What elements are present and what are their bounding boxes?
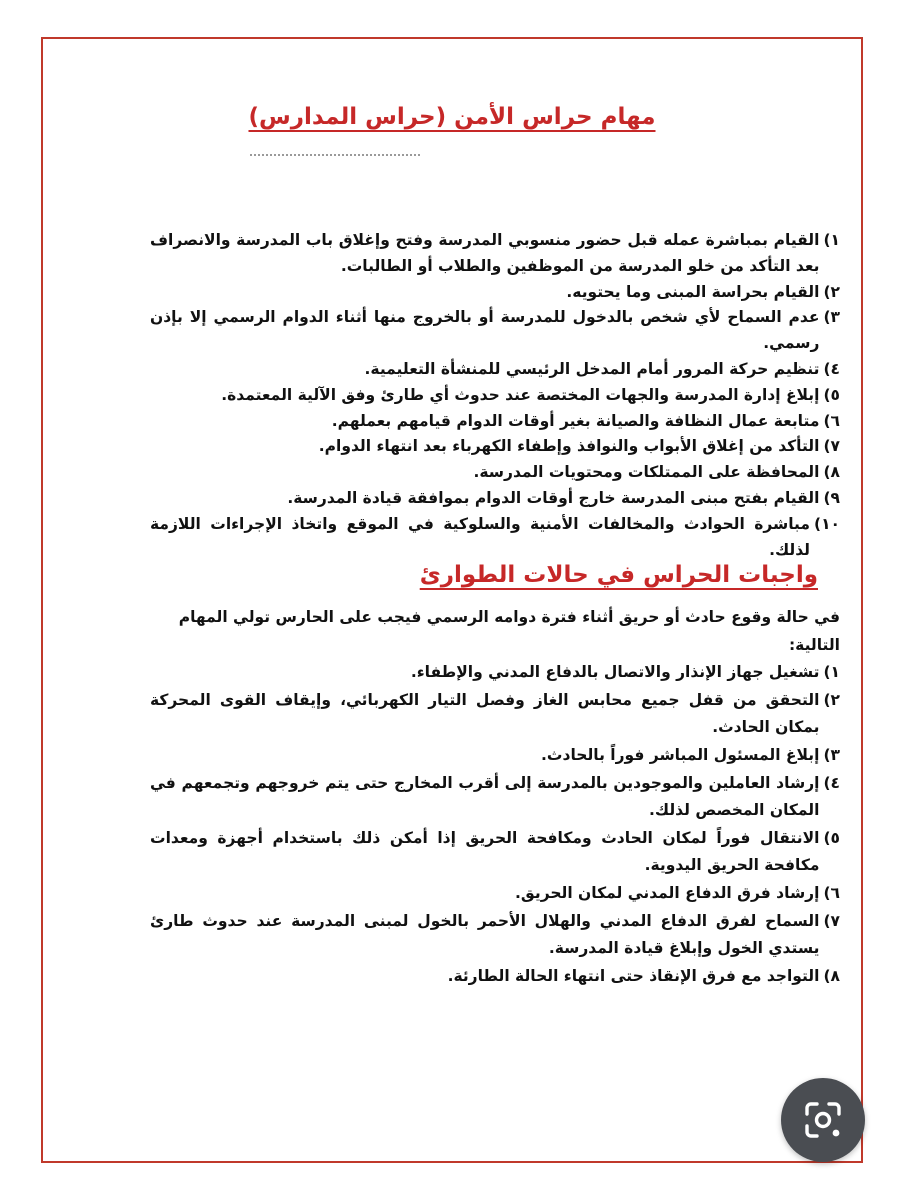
list-item — [150, 305, 840, 357]
item-text: تشغيل جهاز الإنذار والاتصال بالدفاع المدني والإطفاء. — [410, 663, 820, 682]
item-number: ٦) — [823, 883, 840, 902]
list-item — [150, 357, 840, 383]
item-number: ٨) — [823, 966, 840, 985]
item-text: القيام بمباشرة عمله قبل حضور منسوبي المدرسة وفتح وإغلاق باب المدرسة والانصراف بعد التأكد من خلو المدرسة من الموظفين والطلاب أو الطالبات. — [150, 231, 820, 275]
list-item — [150, 659, 840, 687]
list-item — [150, 512, 840, 564]
item-text: عدم السماح لأي شخص بالدخول للمدرسة أو بالخروج منها أثناء الدوام الرسمي إلا بإذن رسمي. — [150, 308, 820, 353]
item-number: ٨) — [823, 463, 840, 482]
item-number: ٧) — [823, 437, 840, 456]
item-number: ٥) — [823, 385, 840, 404]
list-item — [150, 687, 840, 742]
item-number: ١٠) — [813, 514, 840, 533]
item-text: مباشرة الحوادث والمخالفات الأمنية والسلوكية في الموقع واتخاذ الإجراءات اللازمة لذلك. — [150, 514, 810, 559]
emergency-intro: في حالة وقوع حادث أو حريق أثناء فترة دوامه الرسمي فيجب على الحارس تولي المهام التالية: — [178, 608, 840, 654]
item-text: المحافظة على الممتلكات ومحتويات المدرسة. — [473, 463, 820, 482]
item-number: ٤) — [823, 359, 840, 378]
list-item — [150, 409, 840, 435]
item-number: ٢) — [823, 690, 840, 709]
list-item — [150, 383, 840, 409]
emergency-section-title-text: واجبات الحراس في حالات الطوارئ — [419, 562, 818, 588]
item-number: ٩) — [823, 488, 840, 507]
emergency-section-title — [150, 562, 818, 588]
list-item — [150, 825, 840, 880]
item-number: ٦) — [823, 411, 840, 430]
item-text: إبلاغ المسئول المباشر فوراً بالحادث. — [541, 745, 820, 764]
scan-artifact-dots — [250, 154, 420, 158]
item-number: ١) — [823, 663, 840, 682]
tasks-list — [150, 228, 840, 563]
item-text: التحقق من قفل جميع محابس الغاز وفصل التيار الكهربائي، وإيقاف القوى المحركة بمكان الحادث. — [150, 690, 820, 737]
item-text: السماح لفرق الدفاع المدني والهلال الأحمر بالخول لمبنى المدرسة عند حدوث طارئ يستدي الخول وإبلاغ قيادة المدرسة. — [150, 911, 820, 958]
item-text: متابعة عمال النظافة والصيانة بغير أوقات الدوام قيامهم بعملهم. — [331, 411, 820, 430]
item-number: ٣) — [823, 745, 840, 764]
item-number: ٧) — [823, 911, 840, 930]
item-number: ٣) — [823, 308, 840, 327]
list-item — [150, 460, 840, 486]
page-border — [41, 37, 863, 1163]
list-item — [150, 880, 840, 908]
item-text: القيام بفتح مبنى المدرسة خارج أوقات الدوام بموافقة قيادة المدرسة. — [287, 488, 820, 507]
list-item — [150, 486, 840, 512]
list-item — [150, 434, 840, 460]
item-text: التأكد من إغلاق الأبواب والنوافذ وإطفاء الكهرباء بعد انتهاء الدوام. — [318, 437, 820, 456]
list-item — [150, 280, 840, 306]
emergency-list — [150, 604, 840, 990]
item-text: إرشاد فرق الدفاع المدني لمكان الحريق. — [515, 883, 820, 902]
item-text: تنظيم حركة المرور أمام المدخل الرئيسي للمنشأة التعليمية. — [364, 359, 820, 378]
item-number: ٢) — [823, 282, 840, 301]
google-lens-button[interactable] — [781, 1078, 865, 1162]
google-lens-icon — [801, 1098, 845, 1142]
list-item — [150, 963, 840, 991]
item-number: ٥) — [823, 828, 840, 847]
item-number: ١) — [823, 231, 840, 249]
item-text: الانتقال فوراً لمكان الحادث ومكافحة الحريق إذا أمكن ذلك باستخدام أجهزة ومعدات مكافحة الحريق اليدوية. — [150, 828, 820, 875]
list-item — [150, 908, 840, 963]
item-text: القيام بحراسة المبنى وما يحتويه. — [566, 282, 820, 301]
document-title — [41, 104, 863, 130]
item-text: إرشاد العاملين والموجودين بالمدرسة إلى أقرب المخارج حتى يتم خروجهم وتجمعهم في المكان المخصص لذلك. — [150, 773, 820, 820]
item-text: إبلاغ إدارة المدرسة والجهات المختصة عند حدوث أي طارئ وفق الآلية المعتمدة. — [221, 385, 820, 404]
item-number: ٤) — [823, 773, 840, 792]
document-title-text: مهام حراس الأمن (حراس المدارس) — [248, 104, 656, 130]
item-text: التواجد مع فرق الإنقاذ حتى انتهاء الحالة الطارئة. — [447, 966, 820, 985]
list-item — [150, 228, 840, 280]
list-item — [150, 742, 840, 770]
list-item — [150, 770, 840, 825]
